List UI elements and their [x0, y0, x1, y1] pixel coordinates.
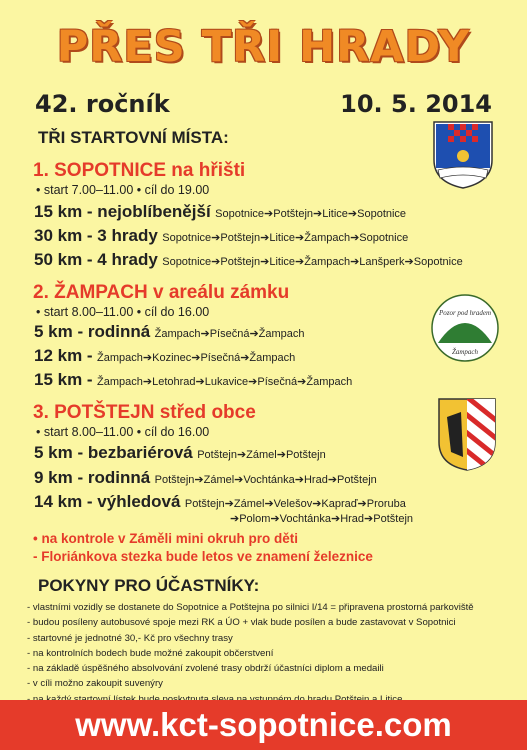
list-item: - vlastními vozidly se dostanete do Sopotnice a Potštejna po silnici I/14 = připravena prostorná parkoviště	[27, 602, 474, 613]
route-path-continuation: ➔Polom➔Vochtánka➔Hrad➔Potštejn	[230, 513, 414, 525]
route-distance: 9 km - rodinná	[34, 468, 151, 487]
route-row	[34, 468, 377, 488]
list-item: - na základě úspěšného absolvování zvolené trasy obdrží účastníci diplom a medaili	[27, 663, 384, 675]
section-2-times: • start 8.00–11.00 • cíl do 16.00	[36, 305, 210, 319]
section-2-heading: 2. ŽAMPACH v areálu zámku	[33, 282, 290, 303]
section-3-heading: 3. POTŠTEJN střed obce	[33, 402, 256, 423]
route-row	[34, 492, 406, 512]
route-row	[34, 443, 326, 463]
route-path: Žampach➔Písečná➔Žampach	[154, 328, 305, 340]
svg-text:Pozor pod hradem: Pozor pod hradem	[438, 309, 492, 317]
potstejn-crest-icon	[437, 397, 497, 472]
route-row	[34, 226, 408, 246]
route-path: Sopotnice➔Potštejn➔Litice➔Žampach➔Lanšperk➔Sopotnice	[162, 256, 463, 268]
route-distance: 15 km - nejoblíbenější	[34, 202, 211, 221]
sopotnice-crest-icon	[432, 120, 494, 190]
zampach-badge-icon	[430, 293, 500, 363]
route-distance: 50 km - 4 hrady	[34, 250, 158, 269]
section-3-times: • start 8.00–11.00 • cíl do 16.00	[36, 425, 210, 439]
instructions-heading: POKYNY PRO ÚČASTNÍKY:	[38, 576, 260, 595]
instructions-list	[27, 600, 474, 707]
route-distance: 12 km -	[34, 346, 93, 365]
website-link[interactable]: www.kct-sopotnice.com	[75, 706, 452, 743]
route-distance: 5 km - bezbariérová	[34, 443, 193, 462]
route-row	[34, 250, 463, 270]
route-path: Sopotnice➔Potštejn➔Litice➔Žampach➔Sopotnice	[162, 232, 409, 244]
start-places-heading: TŘI STARTOVNÍ MÍSTA:	[38, 128, 229, 147]
section-1-heading: 1. SOPOTNICE na hřišti	[33, 160, 246, 181]
route-path: Žampach➔Letohrad➔Lukavice➔Písečná➔Žampach	[97, 376, 353, 388]
poster-title: PŘES TŘI HRADY	[56, 22, 471, 72]
route-path: Potštejn➔Zámel➔Potštejn	[197, 449, 326, 461]
route-row	[34, 346, 295, 366]
route-distance: 14 km - výhledová	[34, 492, 181, 511]
route-distance: 30 km - 3 hrady	[34, 226, 158, 245]
event-date: 10. 5. 2014	[340, 90, 492, 118]
list-item: - na kontrolních bodech bude možné zakoupit občerstvení	[27, 647, 274, 659]
route-path: Žampach➔Kozinec➔Písečná➔Žampach	[97, 352, 296, 364]
list-item: - startovné je jednotné 30,- Kč pro všechny trasy	[27, 632, 233, 644]
edition-label: 42. ročník	[35, 90, 170, 118]
list-item: - budou posíleny autobusové spoje mezi RK a ÚO + vlak bude posílen a bude zastavovat v Sopotnici	[27, 617, 456, 629]
route-path: Potštejn➔Zámel➔Vochtánka➔Hrad➔Potštejn	[154, 474, 377, 486]
route-row	[34, 370, 352, 390]
florian-trail-note: - Floriánkova stezka bude letos ve znamení železnice	[33, 549, 373, 564]
route-path: Potštejn➔Zámel➔Velešov➔Kapraď➔Proruba	[184, 498, 406, 510]
route-path: Sopotnice➔Potštejn➔Litice➔Sopotnice	[215, 208, 407, 220]
route-distance: 15 km -	[34, 370, 93, 389]
route-row	[34, 202, 406, 222]
section-1-times: • start 7.00–11.00 • cíl do 19.00	[36, 183, 210, 197]
svg-text:Žampach: Žampach	[451, 348, 479, 356]
route-distance: 5 km - rodinná	[34, 322, 151, 341]
route-row	[34, 322, 305, 342]
list-item: - v cíli možno zakoupit suvenýry	[27, 678, 163, 690]
kids-loop-note: • na kontrole v Záměli mini okruh pro děti	[33, 531, 299, 546]
